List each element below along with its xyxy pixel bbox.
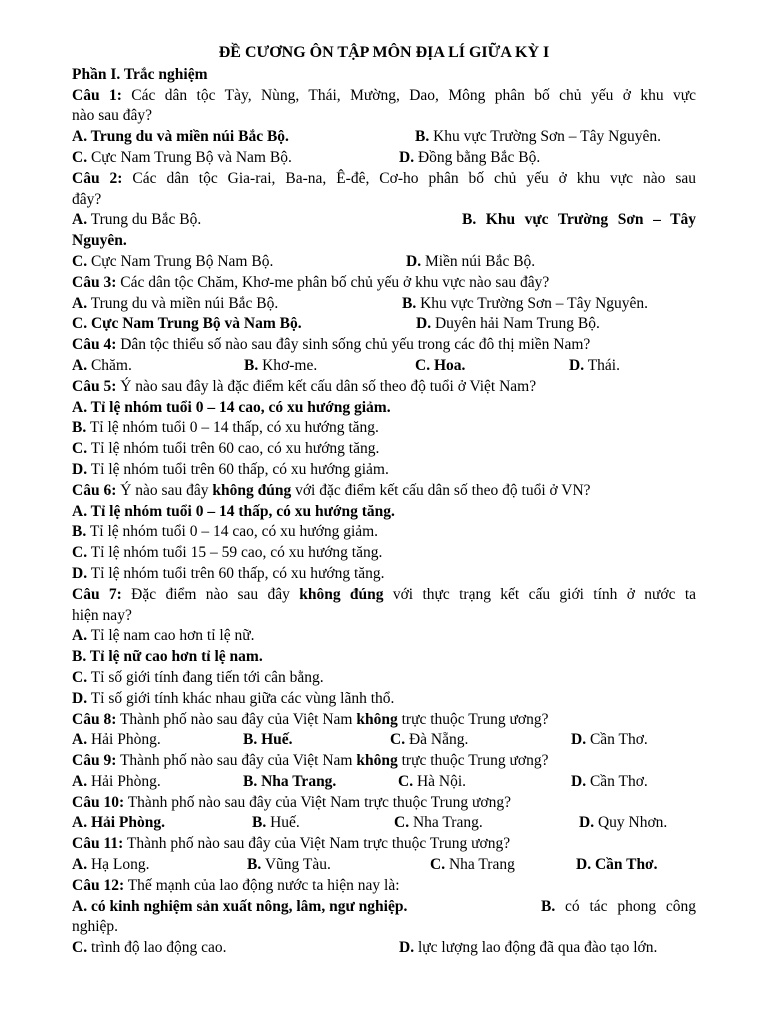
q2-option-a: A. Trung du Bắc Bộ. — [72, 211, 202, 229]
q7-option-a: A. Tỉ lệ nam cao hơn tỉ lệ nữ. — [72, 627, 255, 645]
q11-option-c: C. Nha Trang — [430, 856, 515, 874]
section-heading: Phần I. Trắc nghiệm — [72, 65, 208, 83]
q6-option-d: D. Tỉ lệ nhóm tuổi trên 60 thấp, có xu hướng tăng. — [72, 564, 385, 582]
q4-option-b: B. Khơ-me. — [244, 356, 318, 374]
q12-option-b-cont: nghiệp. — [72, 918, 119, 936]
question-6: Câu 6: Ý nào sau đây không đúng với đặc điểm kết cấu dân số theo độ tuổi ở VN? — [72, 481, 591, 499]
q5-option-c: C. Tỉ lệ nhóm tuổi trên 60 cao, có xu hướng tăng. — [72, 440, 380, 458]
q7-option-d: D. Tỉ số giới tính khác nhau giữa các vùng lãnh thổ. — [72, 689, 395, 707]
q9-option-b: B. Nha Trang. — [243, 772, 337, 790]
q3-option-d: D. Duyên hải Nam Trung Bộ. — [416, 315, 600, 333]
q7-option-b: B. Tỉ lệ nữ cao hơn tỉ lệ nam. — [72, 648, 263, 666]
question-10: Câu 10: Thành phố nào sau đây của Việt Nam trực thuộc Trung ương? — [72, 793, 511, 811]
q2-options-cd — [72, 252, 696, 273]
q3-option-b: B. Khu vực Trường Sơn – Tây Nguyên. — [402, 294, 649, 312]
q2-option-b: B. Khu vực Trường Sơn – Tây — [462, 211, 696, 229]
q1-options-ab — [72, 127, 696, 148]
q1-options-cd — [72, 148, 696, 169]
q11-option-b: B. Vũng Tàu. — [247, 856, 331, 874]
q7-option-c: C. Tỉ số giới tính đang tiến tới cân bằng. — [72, 668, 324, 686]
question-5: Câu 5: Ý nào sau đây là đặc điểm kết cấu dân số theo độ tuổi ở Việt Nam? — [72, 377, 537, 395]
q4-option-c: C. Hoa. — [415, 356, 466, 374]
q12-option-c: C. trình độ lao động cao. — [72, 939, 227, 957]
question-12: Câu 12: Thế mạnh của lao động nước ta hiện nay là: — [72, 876, 400, 894]
q1-option-a: A. Trung du và miền núi Bắc Bộ. — [72, 128, 289, 146]
question-1: Câu 1: Các dân tộc Tày, Nùng, Thái, Mường, Dao, Mông phân bố chủ yếu ở khu vực — [72, 86, 696, 104]
question-1-cont: nào sau đây? — [72, 107, 153, 125]
q4-options — [72, 356, 696, 377]
question-3: Câu 3: Các dân tộc Chăm, Khơ-me phân bố chủ yếu ở khu vực nào sau đây? — [72, 273, 550, 291]
q10-option-c: C. Nha Trang. — [394, 814, 483, 832]
q6-option-b: B. Tỉ lệ nhóm tuổi 0 – 14 cao, có xu hướng giảm. — [72, 523, 379, 541]
q10-option-a: A. Hải Phòng. — [72, 814, 166, 832]
q2-option-c: C. Cực Nam Trung Bộ Nam Bộ. — [72, 252, 274, 270]
q8-option-c: C. Đà Nẵng. — [390, 731, 469, 749]
q10-options — [72, 813, 696, 834]
q3-options-ab — [72, 294, 696, 315]
q3-option-c: C. Cực Nam Trung Bộ và Nam Bộ. — [72, 315, 302, 333]
q1-option-c: C. Cực Nam Trung Bộ và Nam Bộ. — [72, 148, 292, 166]
q6-option-a: A. Tỉ lệ nhóm tuổi 0 – 14 thấp, có xu hướng tăng. — [72, 502, 395, 520]
q5-option-d: D. Tỉ lệ nhóm tuổi trên 60 thấp, có xu hướng giảm. — [72, 460, 389, 478]
question-2: Câu 2: Các dân tộc Gia-rai, Ba-na, Ê-đê, Cơ-ho phân bố chủ yếu ở khu vực nào sau — [72, 169, 696, 187]
question-11: Câu 11: Thành phố nào sau đây của Việt Nam trực thuộc Trung ương? — [72, 835, 511, 853]
q8-options — [72, 730, 696, 751]
q10-option-b: B. Huế. — [252, 814, 300, 832]
q9-option-c: C. Hà Nội. — [398, 772, 467, 790]
q1-option-b: B. Khu vực Trường Sơn – Tây Nguyên. — [415, 128, 662, 146]
question-7-cont: hiện nay? — [72, 606, 132, 624]
q6-option-c: C. Tỉ lệ nhóm tuổi 15 – 59 cao, có xu hướng tăng. — [72, 544, 383, 562]
q9-option-d: D. Cần Thơ. — [571, 772, 648, 790]
q12-option-a: A. có kinh nghiệm sản xuất nông, lâm, ngư nghiệp. — [72, 897, 408, 915]
q5-option-b: B. Tỉ lệ nhóm tuổi 0 – 14 thấp, có xu hướng tăng. — [72, 419, 379, 437]
q8-option-b: B. Huế. — [243, 731, 293, 749]
q9-options — [72, 772, 696, 793]
question-9: Câu 9: Thành phố nào sau đây của Việt Nam không trực thuộc Trung ương? — [72, 752, 549, 770]
q3-options-cd — [72, 314, 696, 335]
question-8: Câu 8: Thành phố nào sau đây của Việt Nam không trực thuộc Trung ương? — [72, 710, 549, 728]
q4-option-d: D. Thái. — [569, 356, 620, 374]
question-4: Câu 4: Dân tộc thiểu số nào sau đây sinh sống chủ yếu trong các đô thị miền Nam? — [72, 336, 591, 354]
q2-option-b-cont: Nguyên. — [72, 232, 127, 250]
q10-option-d: D. Quy Nhơn. — [579, 814, 668, 832]
q8-option-a: A. Hải Phòng. — [72, 731, 161, 749]
q1-option-d: D. Đồng bằng Bắc Bộ. — [399, 148, 541, 166]
q11-option-a: A. Hạ Long. — [72, 856, 150, 874]
q12-options-cd — [72, 938, 696, 959]
question-7: Câu 7: Đặc điểm nào sau đây không đúng với thực trạng kết cấu giới tính ở nước ta — [72, 585, 697, 603]
question-2-cont: đây? — [72, 190, 102, 208]
q12-option-d: D. lực lượng lao động đã qua đào tạo lớn. — [399, 939, 658, 957]
q8-option-d: D. Cần Thơ. — [571, 731, 648, 749]
q9-option-a: A. Hải Phòng. — [72, 772, 161, 790]
q12-options-ab — [72, 897, 696, 918]
document-page — [72, 43, 696, 959]
q12-option-b: B. có tác phong công — [541, 897, 697, 915]
q11-options — [72, 855, 696, 876]
q11-option-d: D. Cần Thơ. — [576, 856, 658, 874]
q2-options-ab — [72, 210, 696, 231]
q4-option-a: A. Chăm. — [72, 356, 132, 374]
q3-option-a: A. Trung du và miền núi Bắc Bộ. — [72, 294, 279, 312]
q2-option-d: D. Miền núi Bắc Bộ. — [406, 252, 536, 270]
document-title: ĐỀ CƯƠNG ÔN TẬP MÔN ĐỊA LÍ GIỮA KỲ I — [218, 44, 550, 61]
q5-option-a: A. Tỉ lệ nhóm tuổi 0 – 14 cao, có xu hướng giảm. — [72, 398, 391, 416]
